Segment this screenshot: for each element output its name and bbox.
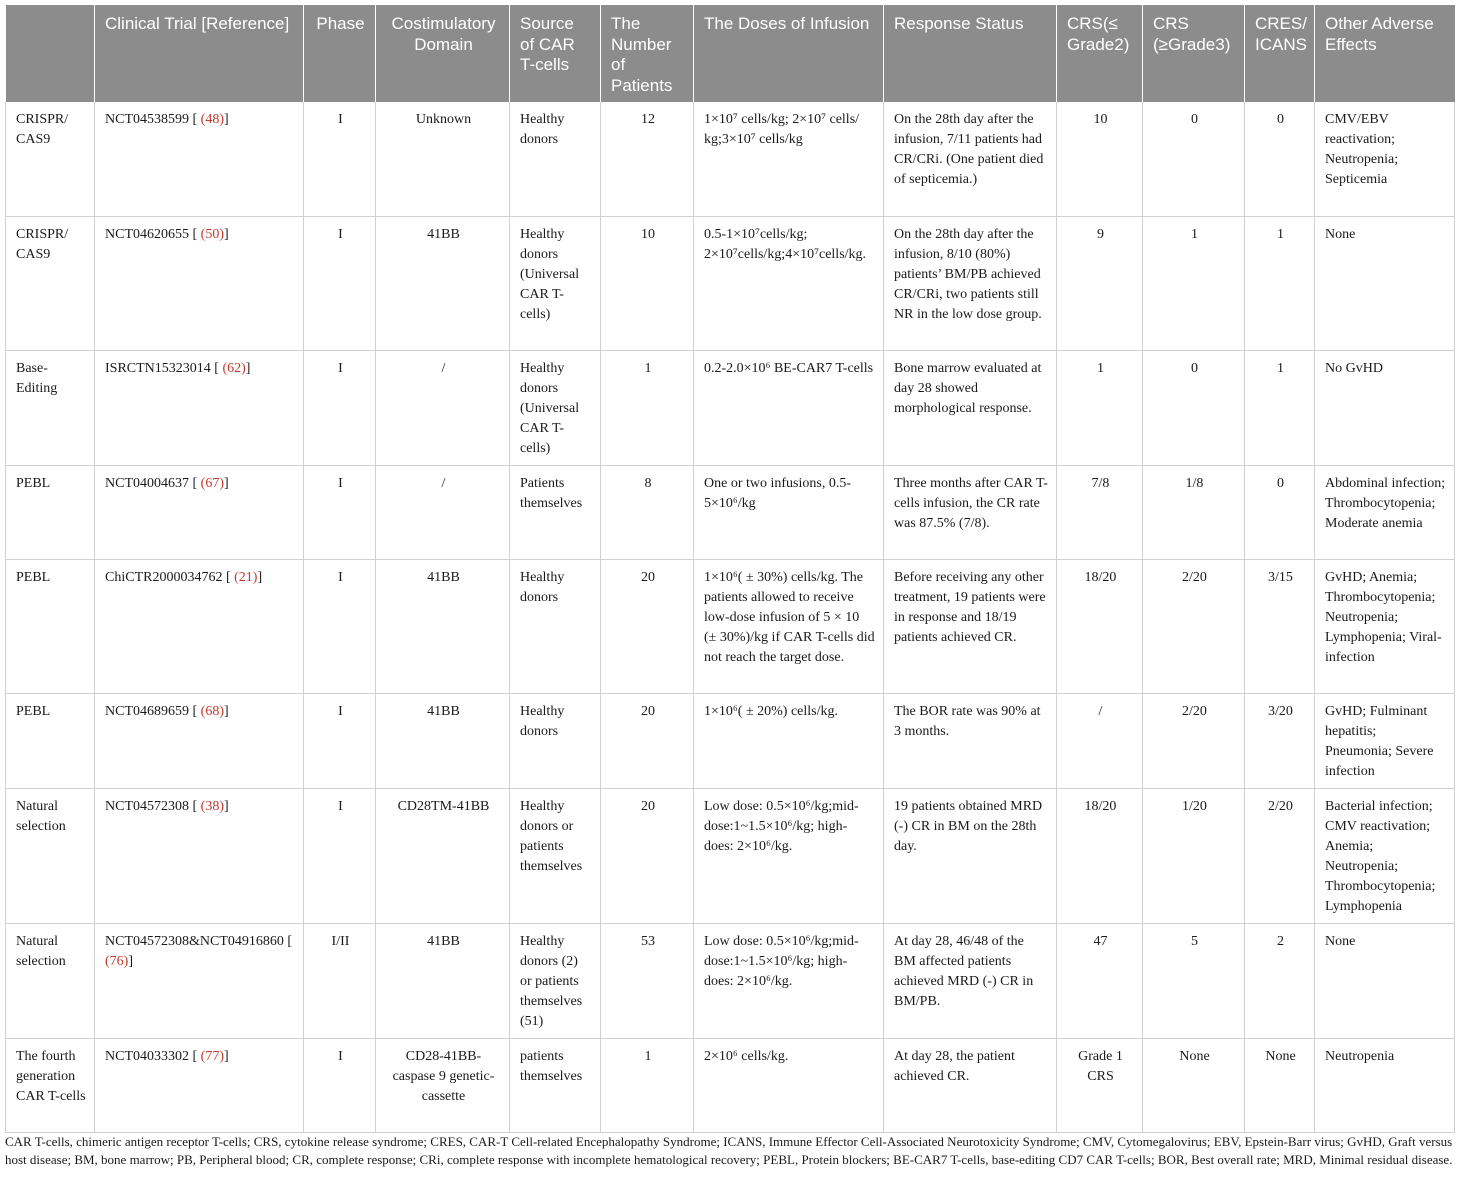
- domain-cell: Unknown: [376, 102, 510, 216]
- dose-cell: 1×10⁶( ± 20%) cells/kg.: [694, 693, 884, 788]
- dose-cell: One or two infusions, 0.5-5×10⁶/kg: [694, 465, 884, 559]
- cres-icans-cell: 3/20: [1245, 693, 1315, 788]
- method-cell: CRISPR/ CAS9: [6, 102, 95, 216]
- trial-id: NCT04572308&NCT04916860 [: [105, 933, 293, 949]
- reference-bracket: ]: [224, 798, 229, 814]
- cres-icans-cell: 0: [1245, 102, 1315, 216]
- response-cell: Three months after CAR T-cells infusion, the CR rate was 87.5% (7/8).: [884, 465, 1057, 559]
- patients-cell: 20: [601, 693, 694, 788]
- table-row: [6, 788, 1455, 923]
- cres-icans-cell: None: [1245, 1038, 1315, 1132]
- reference-link[interactable]: (76): [105, 953, 129, 969]
- source-cell: Healthy donors (Universal CAR T-cells): [510, 350, 601, 465]
- trial-cell: [95, 923, 304, 1038]
- table-row: [6, 102, 1455, 216]
- trial-cell: [95, 350, 304, 465]
- cres-icans-cell: 3/15: [1245, 559, 1315, 693]
- crs-low-cell: 18/20: [1057, 559, 1143, 693]
- header-cell: Clinical Trial [Reference]: [95, 5, 304, 102]
- source-cell: Healthy donors: [510, 559, 601, 693]
- phase-cell: I: [304, 1038, 376, 1132]
- trial-id: NCT04033302 [: [105, 1048, 198, 1064]
- domain-cell: 41BB: [376, 693, 510, 788]
- trial-id: NCT04538599 [: [105, 112, 198, 127]
- patients-cell: 20: [601, 788, 694, 923]
- response-cell: 19 patients obtained MRD (-) CR in BM on the 28th day.: [884, 788, 1057, 923]
- dose-cell: Low dose: 0.5×10⁶/kg;mid-dose:1~1.5×10⁶/kg; high-does: 2×10⁶/kg.: [694, 923, 884, 1038]
- cres-icans-cell: 2/20: [1245, 788, 1315, 923]
- reference-bracket: ]: [224, 703, 229, 719]
- patients-cell: 20: [601, 559, 694, 693]
- adverse-effects-cell: GvHD; Anemia; Thrombocytopenia; Neutropenia; Lymphopenia; Viral-infection: [1315, 559, 1455, 693]
- trial-cell: [95, 1038, 304, 1132]
- reference-bracket: ]: [128, 953, 133, 969]
- header-cell: CRS(≤ Grade2): [1057, 5, 1143, 102]
- patients-cell: 53: [601, 923, 694, 1038]
- header-cell: Costimulatory Domain: [376, 5, 510, 102]
- source-cell: patients themselves: [510, 1038, 601, 1132]
- domain-cell: 41BB: [376, 216, 510, 350]
- reference-link[interactable]: (62): [222, 360, 246, 376]
- dose-cell: 0.2-2.0×10⁶ BE-CAR7 T-cells: [694, 350, 884, 465]
- cres-icans-cell: 1: [1245, 350, 1315, 465]
- adverse-effects-cell: None: [1315, 216, 1455, 350]
- crs-high-cell: 2/20: [1143, 693, 1245, 788]
- phase-cell: I: [304, 465, 376, 559]
- trial-cell: [95, 102, 304, 216]
- trial-id: NCT04689659 [: [105, 703, 198, 719]
- crs-low-cell: 10: [1057, 102, 1143, 216]
- table-row: [6, 216, 1455, 350]
- phase-cell: I/II: [304, 923, 376, 1038]
- cres-icans-cell: 2: [1245, 923, 1315, 1038]
- phase-cell: I: [304, 693, 376, 788]
- cres-icans-cell: 1: [1245, 216, 1315, 350]
- method-cell: PEBL: [6, 465, 95, 559]
- method-cell: Natural selection: [6, 923, 95, 1038]
- dose-cell: 1×10⁷ cells/kg; 2×10⁷ cells/ kg;3×10⁷ cells/kg: [694, 102, 884, 216]
- crs-low-cell: 18/20: [1057, 788, 1143, 923]
- reference-bracket: ]: [224, 1048, 229, 1064]
- source-cell: Patients themselves: [510, 465, 601, 559]
- crs-low-cell: 7/8: [1057, 465, 1143, 559]
- crs-high-cell: 0: [1143, 350, 1245, 465]
- patients-cell: 12: [601, 102, 694, 216]
- response-cell: On the 28th day after the infusion, 8/10 (80%) patients’ BM/PB achieved CR/CRi, two patients still NR in the low dose group.: [884, 216, 1057, 350]
- response-cell: Before receiving any other treatment, 19 patients were in response and 18/19 patients achieved CR.: [884, 559, 1057, 693]
- table-footnote: CAR T-cells, chimeric antigen receptor T-cells; CRS, cytokine release syndrome; CRES, CAR-T Cell-related Encephalopathy Syndrome; ICANS, Immune Effector Cell-Associated Neurotoxicity Syndrome; CMV, Cytomegalovirus; EBV, Epstein-Barr virus; GvHD, Graft versus host disease; BM, bone marrow; PB, Peripheral blood; CR, complete response; CRi, complete response with incomplete hematological recovery; PEBL, Protein blockers; BE-CAR7 T-cells, base-editing CD7 CAR T-cells; BOR, Best overall rate; MRD, Minimal residual disease.: [5, 1134, 1453, 1167]
- trial-cell: [95, 465, 304, 559]
- phase-cell: I: [304, 788, 376, 923]
- table-row: [6, 559, 1455, 693]
- adverse-effects-cell: Bacterial infection; CMV reactivation; Anemia; Neutropenia; Thrombocytopenia; Lymphopenia: [1315, 788, 1455, 923]
- phase-cell: I: [304, 102, 376, 216]
- crs-high-cell: 1/8: [1143, 465, 1245, 559]
- reference-link[interactable]: (68): [200, 703, 224, 719]
- response-cell: On the 28th day after the infusion, 7/11 patients had CR/CRi. (One patient died of septicemia.): [884, 102, 1057, 216]
- reference-link[interactable]: (38): [200, 798, 224, 814]
- header-cell: CRES/ ICANS: [1245, 5, 1315, 102]
- reference-bracket: ]: [245, 360, 251, 376]
- source-cell: Healthy donors (2) or patients themselves (51): [510, 923, 601, 1038]
- dose-cell: 2×10⁶ cells/kg.: [694, 1038, 884, 1132]
- adverse-effects-cell: CMV/EBV reactivation; Neutropenia; Septicemia: [1315, 102, 1455, 216]
- table-row: [6, 1038, 1455, 1132]
- header-cell: Response Status: [884, 5, 1057, 102]
- source-cell: Healthy donors or patients themselves: [510, 788, 601, 923]
- reference-bracket: ]: [224, 475, 229, 491]
- source-cell: Healthy donors (Universal CAR T-cells): [510, 216, 601, 350]
- domain-cell: 41BB: [376, 559, 510, 693]
- patients-cell: 10: [601, 216, 694, 350]
- table-row: [6, 350, 1455, 465]
- phase-cell: I: [304, 559, 376, 693]
- patients-cell: 8: [601, 465, 694, 559]
- response-cell: At day 28, the patient achieved CR.: [884, 1038, 1057, 1132]
- dose-cell: Low dose: 0.5×10⁶/kg;mid-dose:1~1.5×10⁶/kg; high-does: 2×10⁶/kg.: [694, 788, 884, 923]
- crs-low-cell: 47: [1057, 923, 1143, 1038]
- phase-cell: I: [304, 350, 376, 465]
- adverse-effects-cell: GvHD; Fulminant hepatitis; Pneumonia; Severe infection: [1315, 693, 1455, 788]
- source-cell: Healthy donors: [510, 102, 601, 216]
- trial-cell: [95, 559, 304, 693]
- reference-bracket: ]: [257, 569, 263, 585]
- response-cell: Bone marrow evaluated at day 28 showed morphological response.: [884, 350, 1057, 465]
- crs-high-cell: 0: [1143, 102, 1245, 216]
- crs-low-cell: /: [1057, 693, 1143, 788]
- crs-high-cell: 1/20: [1143, 788, 1245, 923]
- method-cell: The fourth generation CAR T-cells: [6, 1038, 95, 1132]
- reference-bracket: ]: [224, 226, 229, 242]
- trial-id: ISRCTN15323014 [: [105, 360, 219, 376]
- cres-icans-cell: 0: [1245, 465, 1315, 559]
- crs-high-cell: None: [1143, 1038, 1245, 1132]
- response-cell: The BOR rate was 90% at 3 months.: [884, 693, 1057, 788]
- header-cell: [6, 5, 95, 102]
- trial-cell: [95, 216, 304, 350]
- table-row: [6, 693, 1455, 788]
- domain-cell: /: [376, 350, 510, 465]
- table-body: [6, 102, 1455, 1132]
- reference-bracket: ]: [224, 112, 229, 127]
- crs-high-cell: 1: [1143, 216, 1245, 350]
- header-cell: CRS (≥Grade3): [1143, 5, 1245, 102]
- method-cell: PEBL: [6, 559, 95, 693]
- crs-low-cell: Grade 1 CRS: [1057, 1038, 1143, 1132]
- table-row: [6, 923, 1455, 1038]
- reference-link[interactable]: (50): [200, 226, 224, 242]
- adverse-effects-cell: No GvHD: [1315, 350, 1455, 465]
- trial-id: NCT04620655 [: [105, 226, 198, 242]
- domain-cell: /: [376, 465, 510, 559]
- method-cell: Base-Editing: [6, 350, 95, 465]
- header-cell: The Number of Patients: [601, 5, 694, 102]
- domain-cell: 41BB: [376, 923, 510, 1038]
- header-cell: Source of CAR T-cells: [510, 5, 601, 102]
- source-cell: Healthy donors: [510, 693, 601, 788]
- reference-link[interactable]: (21): [234, 569, 258, 585]
- table-row: [6, 465, 1455, 559]
- crs-high-cell: 2/20: [1143, 559, 1245, 693]
- reference-link[interactable]: (48): [200, 112, 224, 127]
- dose-cell: 1×10⁶( ± 30%) cells/kg. The patients allowed to receive low-dose infusion of 5 × 10 (± 30%)/kg if CAR T-cells did not reach the target dose.: [694, 559, 884, 693]
- trial-id: ChiCTR2000034762 [: [105, 569, 231, 585]
- patients-cell: 1: [601, 1038, 694, 1132]
- adverse-effects-cell: Abdominal infection; Thrombocytopenia; Moderate anemia: [1315, 465, 1455, 559]
- crs-low-cell: 9: [1057, 216, 1143, 350]
- crs-high-cell: 5: [1143, 923, 1245, 1038]
- trial-cell: [95, 693, 304, 788]
- reference-link[interactable]: (77): [200, 1048, 224, 1064]
- adverse-effects-cell: None: [1315, 923, 1455, 1038]
- adverse-effects-cell: Neutropenia: [1315, 1038, 1455, 1132]
- header-row: [6, 5, 1455, 102]
- method-cell: Natural selection: [6, 788, 95, 923]
- reference-link[interactable]: (67): [200, 475, 224, 491]
- clinical-trials-table: [5, 5, 1455, 1133]
- domain-cell: CD28TM-41BB: [376, 788, 510, 923]
- trial-id: NCT04572308 [: [105, 798, 198, 814]
- header-cell: Phase: [304, 5, 376, 102]
- method-cell: CRISPR/ CAS9: [6, 216, 95, 350]
- domain-cell: CD28-41BB-caspase 9 genetic-cassette: [376, 1038, 510, 1132]
- response-cell: At day 28, 46/48 of the BM affected patients achieved MRD (-) CR in BM/PB.: [884, 923, 1057, 1038]
- header-cell: Other Adverse Effects: [1315, 5, 1455, 102]
- patients-cell: 1: [601, 350, 694, 465]
- dose-cell: 0.5-1×10⁷cells/kg; 2×10⁷cells/kg;4×10⁷cells/kg.: [694, 216, 884, 350]
- trial-cell: [95, 788, 304, 923]
- phase-cell: I: [304, 216, 376, 350]
- trial-id: NCT04004637 [: [105, 475, 198, 491]
- method-cell: PEBL: [6, 693, 95, 788]
- header-cell: The Doses of Infusion: [694, 5, 884, 102]
- crs-low-cell: 1: [1057, 350, 1143, 465]
